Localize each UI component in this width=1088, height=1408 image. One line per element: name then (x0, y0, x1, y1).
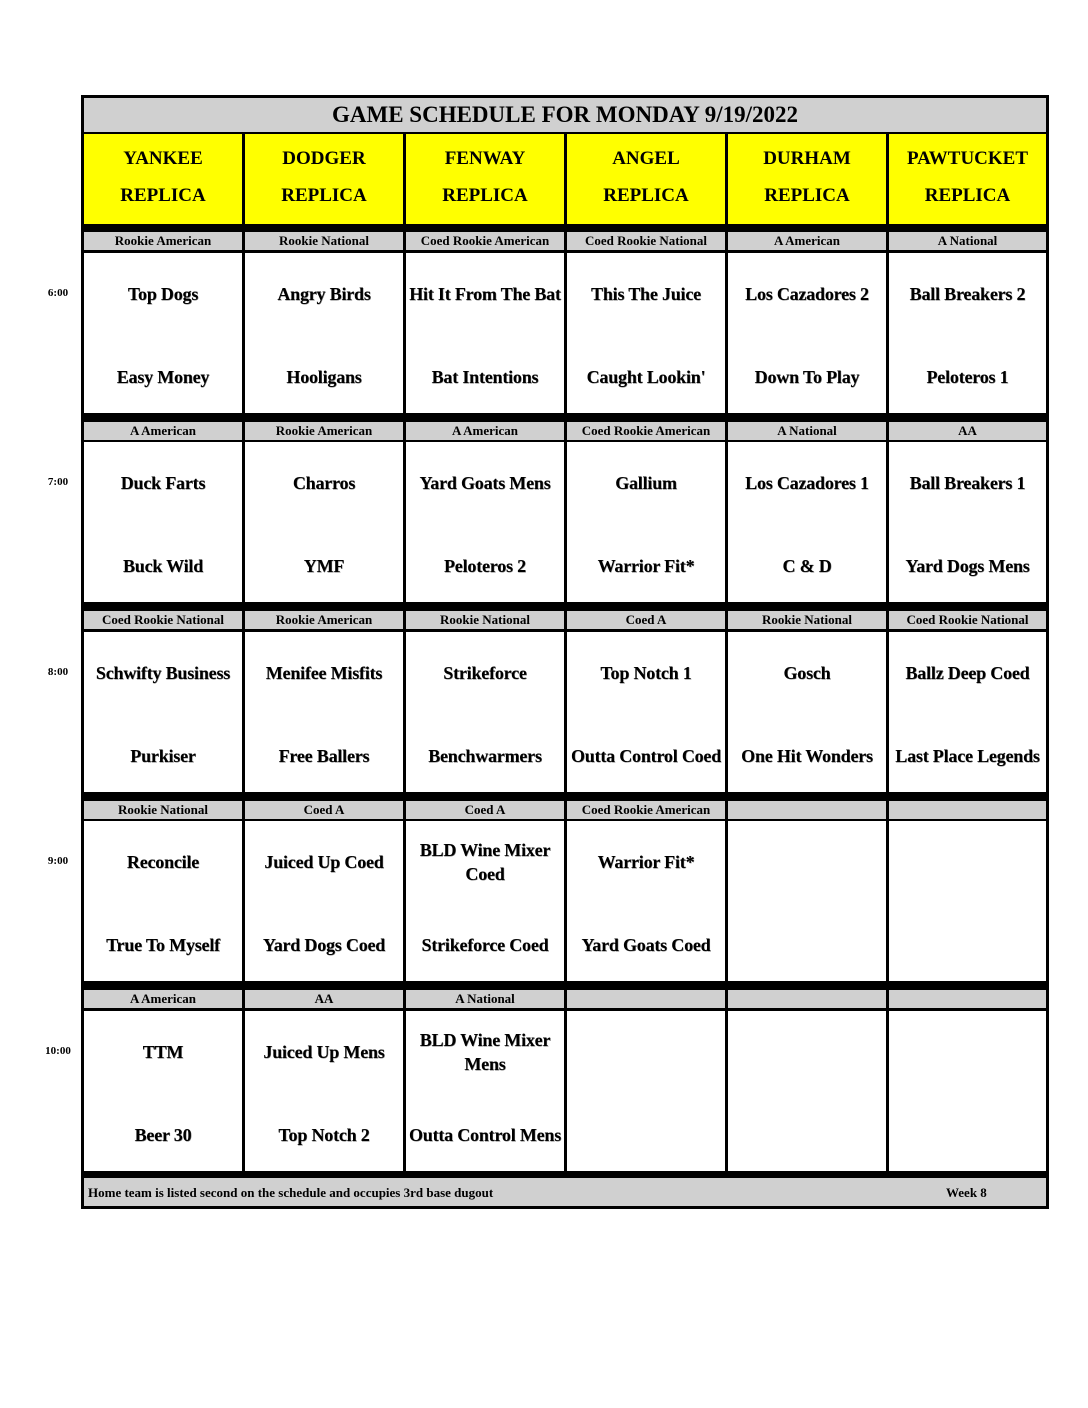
away-team: This The Juice (591, 284, 701, 304)
home-team: Peloteros 1 (926, 367, 1009, 387)
field-name: YANKEE (123, 148, 203, 169)
away-team: Los Cazadores 2 (745, 284, 869, 304)
away-team (728, 1025, 886, 1079)
away-team: Gosch (783, 663, 831, 683)
away-team: Juiced Up Coed (264, 852, 384, 872)
home-team: Hooligans (286, 367, 362, 387)
home-team: Outta Control Coed (570, 746, 722, 766)
time-label: 8:00 (47, 666, 69, 678)
away-team (728, 835, 886, 889)
field-header (84, 134, 242, 224)
division-label (728, 990, 886, 1008)
game-cell (84, 253, 242, 413)
division-label: AA (245, 990, 403, 1008)
field-name: PAWTUCKET (906, 148, 1029, 169)
game-cell (728, 821, 886, 981)
time-label: 10:00 (45, 1045, 71, 1057)
division-label (889, 801, 1046, 819)
away-team: Gallium (615, 473, 677, 493)
home-team: Easy Money (116, 367, 210, 387)
away-team: Yard Goats Mens (419, 473, 551, 493)
game-cell (567, 1011, 725, 1171)
time-label: 6:00 (47, 287, 69, 299)
game-cell (406, 253, 564, 413)
home-team: Caught Lookin' (586, 367, 706, 387)
home-team: Bat Intentions (431, 367, 539, 387)
game-cell (406, 442, 564, 602)
home-team: Benchwarmers (428, 746, 542, 766)
game-cell (567, 442, 725, 602)
division-label: A American (406, 422, 564, 440)
game-cell (406, 1011, 564, 1171)
home-team: Yard Dogs Coed (262, 935, 386, 955)
away-team: Duck Farts (120, 473, 206, 493)
away-team: Juiced Up Mens (263, 1042, 385, 1062)
division-label: Coed Rookie National (84, 611, 242, 629)
game-cell (84, 821, 242, 981)
home-team: Top Notch 2 (278, 1125, 370, 1145)
away-team: Strikeforce (443, 663, 527, 683)
game-cell (567, 253, 725, 413)
division-label (728, 801, 886, 819)
division-label: Coed Rookie National (889, 611, 1046, 629)
game-cell (245, 821, 403, 981)
field-header (245, 134, 403, 224)
schedule-table (81, 95, 1049, 1209)
field-subtitle: REPLICA (603, 185, 689, 206)
field-subtitle: REPLICA (442, 185, 528, 206)
field-header (889, 134, 1046, 224)
field-name: DURHAM (763, 148, 851, 169)
game-cell (889, 253, 1046, 413)
division-label: Coed A (567, 611, 725, 629)
home-team: Purkiser (130, 746, 196, 766)
division-label: A National (406, 990, 564, 1008)
division-label (567, 990, 725, 1008)
home-team: YMF (303, 556, 345, 576)
home-team: Outta Control Mens (408, 1125, 562, 1145)
division-label: Coed Rookie National (567, 232, 725, 250)
division-label: Rookie American (245, 422, 403, 440)
field-header (406, 134, 564, 224)
field-header (728, 134, 886, 224)
away-team: Ballz Deep Coed (905, 663, 1030, 683)
home-team: Last Place Legends (895, 746, 1040, 766)
division-label: Rookie American (84, 232, 242, 250)
field-subtitle: REPLICA (924, 185, 1011, 206)
field-subtitle: REPLICA (281, 185, 367, 206)
game-cell (245, 253, 403, 413)
home-team: C & D (782, 556, 832, 576)
home-team (889, 918, 1046, 972)
division-label: Coed Rookie American (406, 232, 564, 250)
game-cell (889, 1011, 1046, 1171)
division-label (889, 990, 1046, 1008)
home-team: Beer 30 (134, 1125, 192, 1145)
away-team (889, 835, 1046, 889)
home-team: Buck Wild (122, 556, 204, 576)
away-team: Reconcile (126, 852, 200, 872)
away-team: Top Dogs (127, 284, 199, 304)
field-header (567, 134, 725, 224)
game-cell (84, 1011, 242, 1171)
home-team: Free Ballers (278, 746, 370, 766)
away-team (889, 1025, 1046, 1079)
game-cell (889, 442, 1046, 602)
away-team: Menifee Misfits (265, 663, 383, 683)
home-team: Down To Play (754, 367, 860, 387)
home-team: Peloteros 2 (444, 556, 526, 576)
division-label: Coed A (406, 801, 564, 819)
away-team: Ball Breakers 2 (909, 284, 1026, 304)
away-team (567, 1025, 725, 1079)
division-label: Rookie National (84, 801, 242, 819)
away-team: Warrior Fit* (597, 852, 695, 872)
home-team-note: Home team is listed second on the schedule and occupies 3rd base dugout (88, 1185, 494, 1200)
away-team: Top Notch 1 (600, 663, 692, 683)
home-team (728, 918, 886, 972)
home-team: Warrior Fit* (597, 556, 695, 576)
away-team: TTM (142, 1042, 184, 1062)
home-team: Yard Dogs Mens (905, 556, 1030, 576)
game-cell (84, 442, 242, 602)
game-cell (728, 253, 886, 413)
game-cell (84, 632, 242, 792)
game-cell (728, 442, 886, 602)
away-team: Los Cazadores 1 (745, 473, 869, 493)
field-subtitle: REPLICA (764, 185, 850, 206)
division-label: A American (84, 990, 242, 1008)
game-cell (728, 632, 886, 792)
field-name: DODGER (282, 148, 366, 169)
week-label: Week 8 (946, 1185, 987, 1200)
schedule-footer (84, 1178, 1046, 1206)
away-team: Schwifty Business (95, 663, 231, 683)
home-team (728, 1108, 886, 1162)
division-label: Coed A (245, 801, 403, 819)
division-label: AA (889, 422, 1046, 440)
away-team: Charros (292, 473, 356, 493)
away-team: Hit It From The Bat (409, 284, 561, 304)
field-name: ANGEL (612, 148, 680, 169)
game-cell (245, 442, 403, 602)
game-cell (889, 821, 1046, 981)
division-label: A American (728, 232, 886, 250)
game-cell (406, 632, 564, 792)
home-team: Yard Goats Coed (581, 935, 711, 955)
division-label: Rookie National (728, 611, 886, 629)
division-label: Coed Rookie American (567, 801, 725, 819)
away-team: BLD Wine Mixer Mens (419, 1030, 551, 1074)
division-label: Rookie National (245, 232, 403, 250)
away-team: Angry Birds (277, 284, 371, 304)
division-label: Coed Rookie American (567, 422, 725, 440)
game-cell (567, 632, 725, 792)
home-team: One Hit Wonders (741, 746, 873, 766)
home-team: True To Myself (106, 935, 220, 955)
time-label: 7:00 (47, 476, 69, 488)
game-cell (406, 821, 564, 981)
home-team (889, 1108, 1046, 1162)
time-label: 9:00 (47, 855, 69, 867)
game-cell (245, 1011, 403, 1171)
game-cell (567, 821, 725, 981)
field-name: FENWAY (444, 148, 526, 169)
field-subtitle: REPLICA (120, 185, 206, 206)
game-cell (728, 1011, 886, 1171)
away-team: BLD Wine Mixer Coed (419, 840, 551, 884)
division-label: A American (84, 422, 242, 440)
away-team: Ball Breakers 1 (909, 473, 1026, 493)
schedule-title: GAME SCHEDULE FOR MONDAY 9/19/2022 (84, 98, 1046, 132)
game-cell (889, 632, 1046, 792)
division-label: A National (728, 422, 886, 440)
division-label: Rookie American (245, 611, 403, 629)
division-label: A National (889, 232, 1046, 250)
home-team (567, 1108, 725, 1162)
division-label: Rookie National (406, 611, 564, 629)
home-team: Strikeforce Coed (421, 935, 549, 955)
game-cell (245, 632, 403, 792)
